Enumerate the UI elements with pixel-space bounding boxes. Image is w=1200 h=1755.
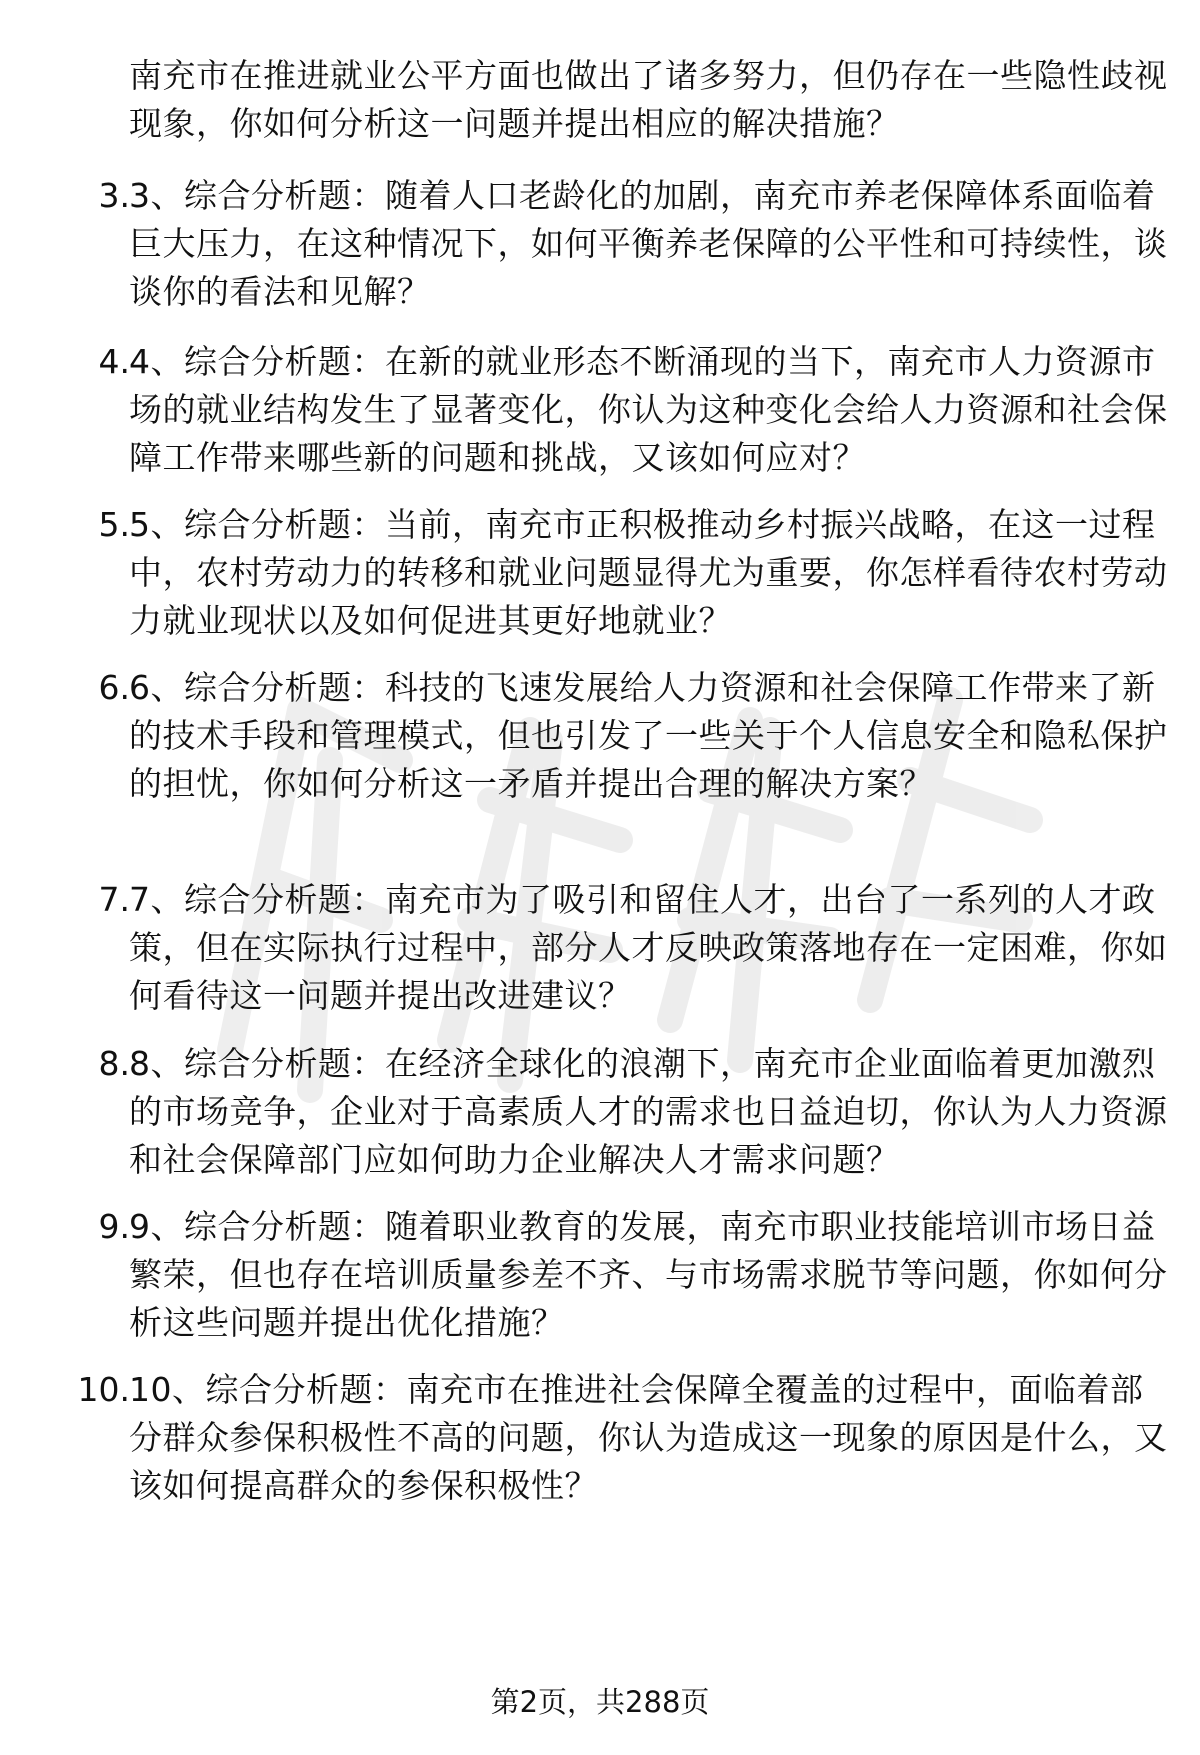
question-text: 5、综合分析题：当前，南充市正积极推动乡村振兴战略，在这一过程中，农村劳动力的转移和就业问题显得尤为重要，你怎样看待农村劳动力就业现状以及如何促进其更好地就业？ — [129, 505, 1168, 640]
question-text: 8、综合分析题：在经济全球化的浪潮下，南充市企业面临着更加激烈的市场竞争，企业对于高素质人才的需求也日益迫切，你认为人力资源和社会保障部门应如何助力企业解决人才需求问题？ — [129, 1044, 1168, 1179]
question-number: 5. — [98, 505, 130, 544]
question-number: 10. — [77, 1370, 130, 1409]
question-number: 3. — [98, 176, 130, 215]
question-number: 4. — [98, 342, 130, 381]
question-text: 4、综合分析题：在新的就业形态不断涌现的当下，南充市人力资源市场的就业结构发生了显著变化，你认为这种变化会给人力资源和社会保障工作带来哪些新的问题和挑战，又该如何应对？ — [129, 342, 1168, 477]
question-number: 8. — [98, 1044, 130, 1083]
question-text: 6、综合分析题：科技的飞速发展给人力资源和社会保障工作带来了新的技术手段和管理模式，但也引发了一些关于个人信息安全和隐私保护的担忧，你如何分析这一矛盾并提出合理的解决方案？ — [129, 668, 1168, 803]
question-number: 7. — [98, 880, 130, 919]
question-text: 7、综合分析题：南充市为了吸引和留住人才，出台了一系列的人才政策，但在实际执行过程中，部分人才反映政策落地存在一定困难，你如何看待这一问题并提出改进建议？ — [129, 880, 1168, 1015]
question-text: 3、综合分析题：随着人口老龄化的加剧，南充市养老保障体系面临着巨大压力，在这种情况下，如何平衡养老保障的公平性和可持续性，谈谈你的看法和见解？ — [129, 176, 1168, 311]
question-text: 9、综合分析题：随着职业教育的发展，南充市职业技能培训市场日益繁荣，但也存在培训质量参差不齐、与市场需求脱节等问题，你如何分析这些问题并提出优化措施？ — [129, 1207, 1168, 1342]
question-number: 9. — [98, 1207, 130, 1246]
question-number: 6. — [98, 668, 130, 707]
page-footer: 第2页，共288页 — [490, 1685, 710, 1719]
intro-paragraph: 南充市在推进就业公平方面也做出了诸多努力，但仍存在一些隐性歧视现象，你如何分析这一问题并提出相应的解决措施？ — [129, 56, 1168, 143]
question-text: 10、综合分析题：南充市在推进社会保障全覆盖的过程中，面临着部分群众参保积极性不高的问题，你认为造成这一现象的原因是什么，又该如何提高群众的参保积极性？ — [129, 1370, 1168, 1505]
